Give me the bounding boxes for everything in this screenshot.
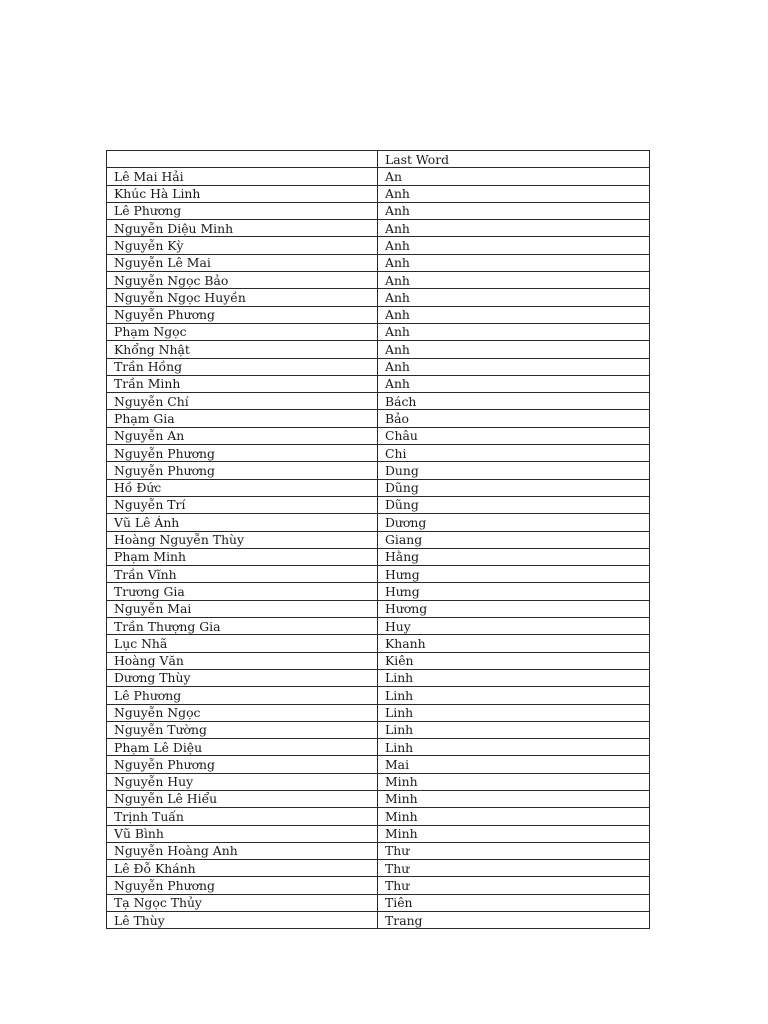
last-word-cell: Anh	[378, 272, 650, 289]
table-row	[107, 721, 650, 738]
name-cell: Lê Đỗ Khánh	[107, 860, 378, 877]
last-word-cell: Trang	[378, 912, 650, 929]
table-row	[107, 687, 650, 704]
name-cell: Nguyễn Mai	[107, 600, 378, 617]
name-cell: Nguyễn Phương	[107, 462, 378, 479]
name-cell: Nguyễn Trí	[107, 496, 378, 513]
last-word-cell: Linh	[378, 721, 650, 738]
last-word-cell: Minh	[378, 790, 650, 807]
table-row	[107, 220, 650, 237]
last-word-cell: Dũng	[378, 496, 650, 513]
last-word-cell: Thư	[378, 877, 650, 894]
table-row	[107, 410, 650, 427]
name-cell: Phạm Ngọc	[107, 323, 378, 340]
last-word-cell: Dung	[378, 462, 650, 479]
last-word-cell: Thư	[378, 860, 650, 877]
last-word-cell: Thư	[378, 842, 650, 859]
last-word-cell: Linh	[378, 739, 650, 756]
name-cell: Khổng Nhật	[107, 341, 378, 358]
name-cell: Khúc Hà Linh	[107, 185, 378, 202]
table-row	[107, 912, 650, 929]
table-row	[107, 237, 650, 254]
table-row	[107, 704, 650, 721]
last-word-cell: Khanh	[378, 635, 650, 652]
table-row	[107, 669, 650, 686]
header-name-cell	[107, 151, 378, 168]
last-word-cell: An	[378, 168, 650, 185]
last-word-cell: Giang	[378, 531, 650, 548]
table-row	[107, 566, 650, 583]
last-word-cell: Mai	[378, 756, 650, 773]
table-row	[107, 185, 650, 202]
table-body	[107, 168, 650, 929]
last-word-cell: Hưng	[378, 583, 650, 600]
name-cell: Trần Hồng	[107, 358, 378, 375]
table-row	[107, 860, 650, 877]
name-cell: Phạm Minh	[107, 548, 378, 565]
last-word-cell: Bảo	[378, 410, 650, 427]
table-row	[107, 894, 650, 911]
name-cell: Nguyễn Lê Hiểu	[107, 790, 378, 807]
table-row	[107, 583, 650, 600]
table-row	[107, 756, 650, 773]
last-word-cell: Anh	[378, 289, 650, 306]
last-word-cell: Anh	[378, 202, 650, 219]
name-cell: Nguyễn Tường	[107, 721, 378, 738]
last-word-cell: Anh	[378, 237, 650, 254]
table-row	[107, 531, 650, 548]
last-word-cell: Minh	[378, 825, 650, 842]
last-word-cell: Anh	[378, 375, 650, 392]
name-cell: Dương Thùy	[107, 669, 378, 686]
name-cell: Nguyễn Hoàng Anh	[107, 842, 378, 859]
last-word-cell: Châu	[378, 427, 650, 444]
name-cell: Nguyễn Lê Mai	[107, 254, 378, 271]
name-cell: Hoàng Nguyễn Thùy	[107, 531, 378, 548]
name-cell: Lê Mai Hải	[107, 168, 378, 185]
table-row	[107, 427, 650, 444]
table-header-row	[107, 151, 650, 168]
table-row	[107, 514, 650, 531]
table-row	[107, 202, 650, 219]
table-row	[107, 548, 650, 565]
name-cell: Nguyễn Phương	[107, 445, 378, 462]
last-word-cell: Linh	[378, 687, 650, 704]
name-cell: Nguyễn Ngọc	[107, 704, 378, 721]
name-cell: Nguyễn Diệu Minh	[107, 220, 378, 237]
table-row	[107, 600, 650, 617]
last-word-cell: Anh	[378, 341, 650, 358]
name-cell: Nguyễn An	[107, 427, 378, 444]
table-row	[107, 272, 650, 289]
last-word-cell: Tiên	[378, 894, 650, 911]
table-row	[107, 168, 650, 185]
table-row	[107, 790, 650, 807]
name-cell: Trần Minh	[107, 375, 378, 392]
table-row	[107, 341, 650, 358]
name-cell: Lục Nhã	[107, 635, 378, 652]
table-row	[107, 254, 650, 271]
table-row	[107, 773, 650, 790]
last-word-cell: Anh	[378, 323, 650, 340]
name-cell: Nguyễn Phương	[107, 306, 378, 323]
name-cell: Nguyễn Phương	[107, 756, 378, 773]
last-word-cell: Chi	[378, 445, 650, 462]
header-last-word-cell: Last Word	[378, 151, 650, 168]
name-cell: Lê Phương	[107, 202, 378, 219]
table-row	[107, 445, 650, 462]
table-row	[107, 496, 650, 513]
table-row	[107, 289, 650, 306]
last-word-cell: Anh	[378, 220, 650, 237]
name-cell: Tạ Ngọc Thủy	[107, 894, 378, 911]
last-word-cell: Anh	[378, 358, 650, 375]
last-word-cell: Linh	[378, 704, 650, 721]
name-cell: Lê Thùy	[107, 912, 378, 929]
name-cell: Nguyễn Kỳ	[107, 237, 378, 254]
name-cell: Hồ Đức	[107, 479, 378, 496]
name-cell: Vũ Bình	[107, 825, 378, 842]
last-word-cell: Huy	[378, 618, 650, 635]
last-word-cell: Bách	[378, 393, 650, 410]
table-row	[107, 358, 650, 375]
table-row	[107, 323, 650, 340]
last-word-cell: Anh	[378, 185, 650, 202]
last-word-cell: Anh	[378, 306, 650, 323]
name-cell: Phạm Gia	[107, 410, 378, 427]
name-cell: Lê Phương	[107, 687, 378, 704]
last-word-cell: Minh	[378, 808, 650, 825]
last-word-cell: Minh	[378, 773, 650, 790]
name-cell: Nguyễn Phương	[107, 877, 378, 894]
table-row	[107, 375, 650, 392]
name-cell: Nguyễn Chí	[107, 393, 378, 410]
name-cell: Nguyễn Ngọc Bảo	[107, 272, 378, 289]
table-row	[107, 635, 650, 652]
table-row	[107, 825, 650, 842]
name-cell: Hoàng Văn	[107, 652, 378, 669]
last-word-cell: Kiên	[378, 652, 650, 669]
name-cell: Trịnh Tuấn	[107, 808, 378, 825]
table-row	[107, 739, 650, 756]
table-row	[107, 808, 650, 825]
table-row	[107, 842, 650, 859]
table-row	[107, 462, 650, 479]
last-word-cell: Dương	[378, 514, 650, 531]
last-word-cell: Hương	[378, 600, 650, 617]
names-table	[106, 150, 650, 929]
name-cell: Nguyễn Huy	[107, 773, 378, 790]
last-word-cell: Linh	[378, 669, 650, 686]
table-row	[107, 877, 650, 894]
last-word-cell: Dũng	[378, 479, 650, 496]
last-word-cell: Hằng	[378, 548, 650, 565]
table-row	[107, 479, 650, 496]
table-row	[107, 393, 650, 410]
name-cell: Vũ Lê Ánh	[107, 514, 378, 531]
table-row	[107, 652, 650, 669]
name-cell: Trương Gia	[107, 583, 378, 600]
table-row	[107, 618, 650, 635]
name-cell: Trần Vĩnh	[107, 566, 378, 583]
table-row	[107, 306, 650, 323]
name-cell: Nguyễn Ngọc Huyền	[107, 289, 378, 306]
last-word-cell: Hưng	[378, 566, 650, 583]
last-word-cell: Anh	[378, 254, 650, 271]
name-cell: Phạm Lê Diệu	[107, 739, 378, 756]
name-cell: Trần Thượng Gia	[107, 618, 378, 635]
